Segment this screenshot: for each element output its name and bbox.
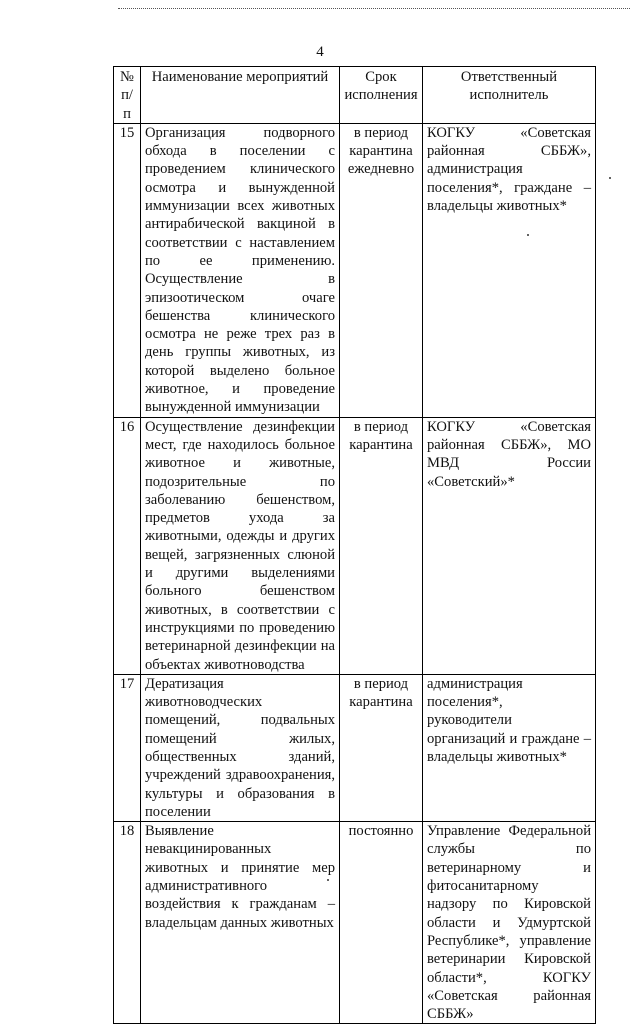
header-num: № п/п — [114, 67, 141, 124]
scan-speck — [327, 879, 329, 881]
table-row — [114, 123, 596, 417]
header-term: Срок исполнения — [340, 67, 423, 124]
header-responsible: Ответственный исполнитель — [423, 67, 596, 124]
row-number: 16 — [114, 417, 141, 674]
row-number: 17 — [114, 674, 141, 821]
measure-term: постоянно — [340, 822, 423, 1024]
row-number: 15 — [114, 123, 141, 417]
measure-responsible: КОГКУ «Советская районная СББЖ», администрация поселения*, граждане – владельцы животных* — [423, 123, 596, 417]
measure-name: Организация подворного обхода в поселении с проведением клинического осмотра и вынужденной иммунизации всех животных антирабической вакциной в соответствии с наставлением по ее применению. Осуществление в эпизоотическом очаге бешенства клинического осмотра не реже трех раз в день группы животных, из которой выделено больное животное, и проведение вынужденной иммунизации — [141, 123, 340, 417]
table-row — [114, 674, 596, 821]
measure-term: в период карантина — [340, 417, 423, 674]
measure-term: в период карантина — [340, 674, 423, 821]
header-name: Наименование мероприятий — [141, 67, 340, 124]
scan-top-rule — [118, 8, 630, 9]
table-row — [114, 417, 596, 674]
table-row — [114, 822, 596, 1024]
measure-term: в период карантина ежедневно — [340, 123, 423, 417]
scan-speck — [527, 234, 529, 236]
scan-speck — [609, 177, 611, 179]
page-number: 4 — [316, 44, 324, 60]
table-header-row — [114, 67, 596, 124]
measure-responsible: КОГКУ «Советская районная СББЖ», МО МВД России «Советский»* — [423, 417, 596, 674]
measure-responsible: администрация поселения*, руководители организаций и граждане – владельцы животных* — [423, 674, 596, 821]
measure-name: Выявление невакцинированных животных и принятие мер административного воздействия к гражданам – владельцам данных животных — [141, 822, 340, 1024]
measures-table — [113, 66, 596, 1024]
measure-name: Осуществление дезинфекции мест, где находилось больное животное и животные, подозрительные по заболеванию бешенством, предметов ухода за животными, одежды и других вещей, загрязненных слюной и другими выделениями больного бешенством животных, в соответствии с инструкциями по проведению ветеринарной дезинфекции на объектах животноводства — [141, 417, 340, 674]
measure-responsible: Управление Федеральной службы по ветеринарному и фитосанитарному надзору по Кировской области и Удмуртской Республике*, управление ветеринарии Кировской области*, КОГКУ «Советская районная СББЖ» — [423, 822, 596, 1024]
measure-name: Дератизация животноводческих помещений, подвальных помещений жилых, общественных зданий, учреждений здравоохранения, культуры и образования в поселении — [141, 674, 340, 821]
row-number: 18 — [114, 822, 141, 1024]
